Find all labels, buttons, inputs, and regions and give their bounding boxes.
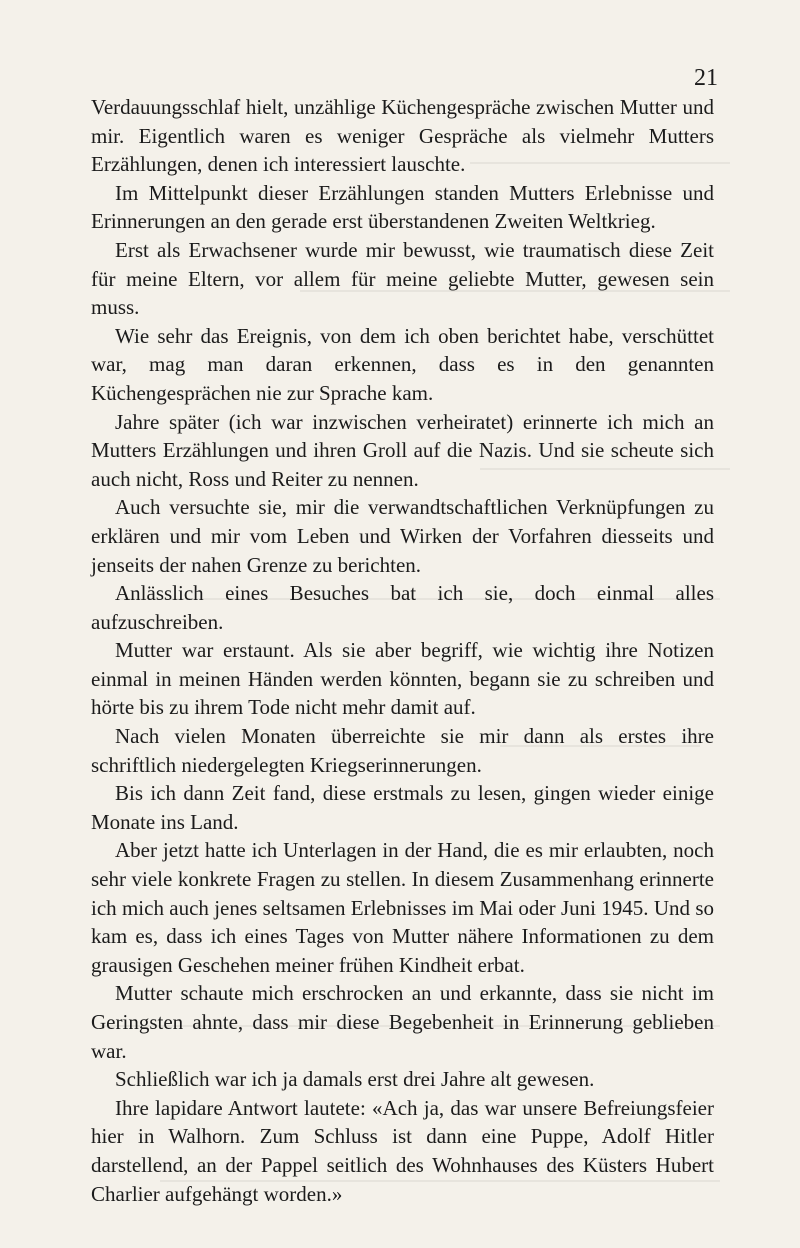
paragraph: Verdauungsschlaf hielt, unzählige Küchengespräche zwischen Mutter und mir. Eigentlich waren es weniger Gespräche als vielmehr Mutters Erzählungen, denen ich interessiert lauschte. [91, 95, 714, 177]
page-number: 21 [694, 65, 718, 91]
paragraph: Aber jetzt hatte ich Unterlagen in der Hand, die es mir erlaubten, noch sehr viele konkrete Fragen zu stellen. In diesem Zusammenhang erinnerte ich mich auch jenes seltsamen Erlebnisses im Mai oder Juni 1945. Und so kam es, dass ich eines Tages von Mutter nähere Informationen zu dem grausigen Geschehen meiner frühen Kindheit erbat. [91, 838, 714, 977]
paragraph: Anlässlich eines Besuches bat ich sie, doch einmal alles aufzuschreiben. [91, 581, 714, 634]
paragraph: Mutter schaute mich erschrocken an und erkannte, dass sie nicht im Geringsten ahnte, dass mir diese Begebenheit in Erinnerung geblieben war. [91, 981, 714, 1063]
paragraph: Im Mittelpunkt dieser Erzählungen standen Mutters Erlebnisse und Erinnerungen an den gerade erst überstandenen Zweiten Weltkrieg. [91, 180, 714, 234]
paragraph: Wie sehr das Ereignis, von dem ich oben berichtet habe, verschüttet war, mag man daran erkennen, dass es in den genannten Küchengesprächen nie zur Sprache kam. [91, 323, 714, 405]
paragraph: Jahre später (ich war inzwischen verheiratet) erinnerte ich mich an Mutters Erzählungen und ihren Groll auf die Nazis. Und sie scheute sich auch nicht, Ross und Reiter zu nennen. [91, 409, 714, 491]
paragraph: Nach vielen Monaten überreichte sie mir dann als erstes ihre schriftlich niedergelegten Kriegserinnerungen. [91, 724, 714, 777]
paragraph: Schließlich war ich ja damals erst drei Jahre alt gewesen. [115, 1067, 595, 1092]
paragraph: Ihre lapidare Antwort lautete: «Ach ja, das war unsere Befreiungsfeier hier in Walhorn. Zum Schluss ist dann eine Puppe, Adolf Hitler darstellend, an der Pappel seitlich des Wohnhauses des Küsters Hubert Charlier aufgehängt worden.» [91, 1095, 714, 1206]
paragraph: Auch versuchte sie, mir die verwandtschaftlichen Verknüpfungen zu erklären und mir vom Leben und Wirken der Vorfahren diesseits und jenseits der nahen Grenze zu berichten. [91, 495, 714, 577]
paragraph: Bis ich dann Zeit fand, diese erstmals zu lesen, gingen wieder einige Monate ins Land. [91, 781, 714, 834]
paragraph: Erst als Erwachsener wurde mir bewusst, wie traumatisch diese Zeit für meine Eltern, vor allem für meine geliebte Mutter, gewesen sein muss. [91, 237, 714, 320]
paragraph: Mutter war erstaunt. Als sie aber begriff, wie wichtig ihre Notizen einmal in meinen Händen werden könnten, begann sie zu schreiben und hörte bis zu ihrem Tode nicht mehr damit auf. [91, 638, 714, 720]
body-text [91, 93, 714, 1208]
